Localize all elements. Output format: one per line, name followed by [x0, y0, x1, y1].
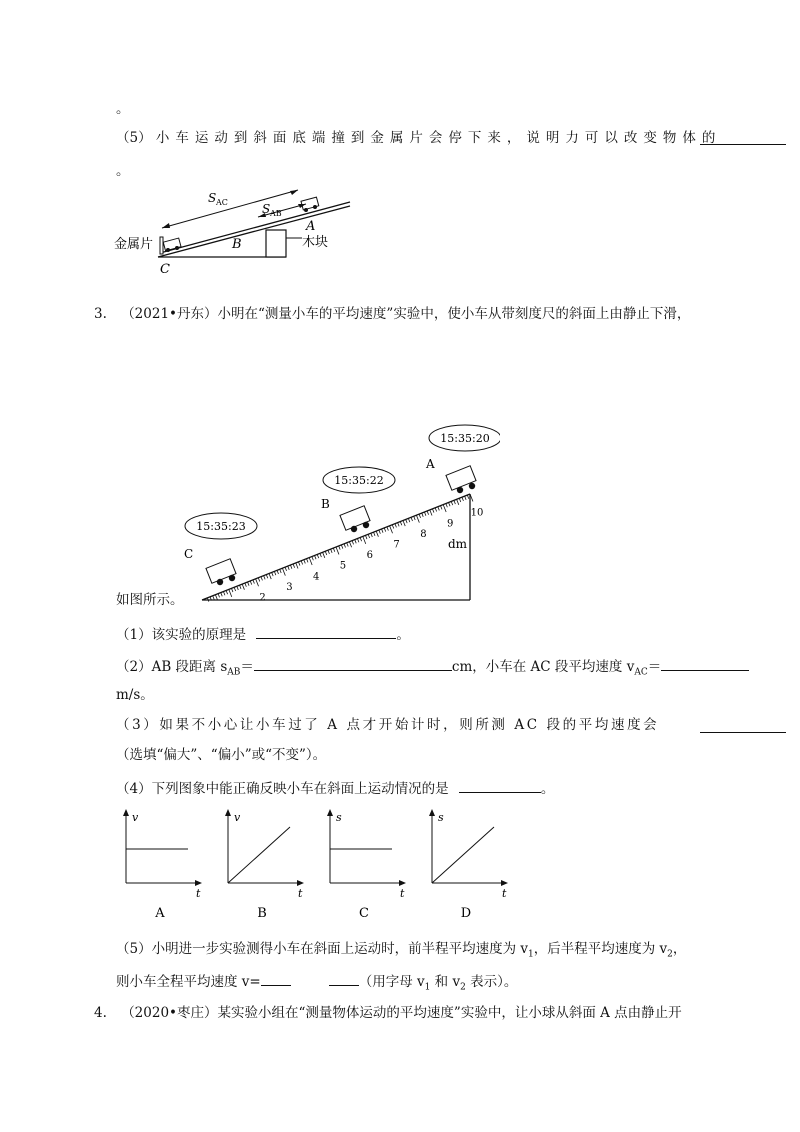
label-block: 木块 — [302, 235, 329, 250]
p5-line1 — [116, 940, 686, 964]
x-arrow — [195, 880, 202, 886]
v2-sub: 2 — [667, 949, 673, 960]
cart-a — [446, 466, 476, 493]
p5-text2: ，后半程平均速度为 v — [533, 941, 668, 957]
graph-line — [432, 827, 494, 883]
p2-sub2: AC — [634, 667, 648, 678]
q4-header — [94, 1004, 682, 1022]
p5-line2 — [116, 971, 517, 997]
y-arrow — [123, 809, 129, 816]
x-arrow — [297, 880, 304, 886]
graph-line — [228, 827, 290, 883]
x-axis-label: t — [196, 887, 201, 900]
label-a: A — [306, 219, 316, 234]
vac-answer-blank[interactable] — [661, 656, 749, 671]
metal-plate — [160, 237, 163, 254]
ruler-tick — [336, 547, 339, 554]
ruler-number: 8 — [420, 528, 427, 540]
ruler-number: 9 — [447, 518, 454, 530]
p2-mid: ＝ — [240, 659, 254, 675]
clock-b-text: 15:35:22 — [334, 474, 384, 487]
label-metal: 金属片 — [114, 237, 154, 252]
wood-block — [266, 230, 286, 257]
p4-suffix: 。 — [540, 781, 555, 797]
y-axis-label: v — [132, 811, 139, 824]
ruler-tick — [296, 563, 298, 569]
clock-c-text: 15:35:23 — [196, 520, 246, 533]
unit-label: dm — [448, 537, 468, 551]
graph-d — [429, 809, 508, 921]
p2-prefix: （2）AB 段距离 s — [116, 659, 228, 675]
x-axis-label: t — [298, 887, 303, 900]
ruler-tick — [403, 521, 405, 527]
label-sab: S — [262, 202, 271, 216]
ruler-number: 4 — [313, 571, 320, 583]
p1-suffix: 。 — [396, 627, 410, 643]
label-sac: S — [208, 191, 217, 205]
ruler-number: 7 — [393, 539, 400, 551]
p4-answer-blank[interactable] — [459, 778, 541, 793]
ruler-numbers — [259, 508, 483, 604]
label-c: C — [160, 262, 170, 277]
p3-options: （选填“偏大”、“偏小”或“不变”）。 — [116, 747, 327, 763]
ruler-number: 2 — [259, 592, 266, 604]
point-c-label: C — [184, 547, 194, 561]
p4-text: （4）下列图象中能正确反映小车在斜面上运动情况的是 — [116, 781, 449, 797]
ruler-ticks — [207, 494, 473, 602]
p1-prefix: （1）该实验的原理是 — [116, 627, 247, 643]
v1-sub-2: 1 — [424, 982, 431, 993]
graph-b — [225, 809, 304, 921]
ruler-tick — [309, 558, 312, 565]
p3-answer-blank[interactable] — [700, 718, 786, 733]
graph-option-label: B — [257, 906, 267, 921]
v-answer-blank-1[interactable] — [261, 971, 291, 986]
ruler-tick — [416, 515, 419, 522]
y-axis-label: s — [336, 811, 342, 824]
p5-line2-d: 表示）。 — [465, 974, 518, 990]
p5-line2-c: 和 v — [430, 974, 461, 990]
clock-a-text: 15:35:20 — [440, 432, 490, 445]
ruler-tick — [349, 542, 351, 548]
y-arrow — [225, 809, 231, 816]
graph-choices — [110, 805, 530, 925]
q3-intro: 小明在“测量小车的平均速度”实验中，使小车从带刻度尺的斜面上由静止下滑， — [217, 306, 691, 322]
figure-caption: 如图所示。 — [116, 592, 184, 608]
incline-ruler-figure — [180, 420, 500, 605]
label-b: B — [232, 237, 242, 252]
ruler-tick — [376, 531, 378, 537]
cart-c — [206, 559, 236, 585]
p2-eq: ＝ — [647, 659, 662, 675]
ruler-tick — [256, 579, 259, 586]
graph-option-label: A — [155, 906, 165, 921]
p3-text: （3）如果不小心让小车过了 A 点才开始计时，则所测 AC 段的平均速度会 — [116, 717, 660, 733]
ruler-tick — [457, 499, 459, 505]
graph-c — [327, 809, 406, 921]
x-arrow — [501, 880, 508, 886]
ruler-number: 3 — [286, 581, 293, 593]
ruler-tick — [430, 510, 432, 516]
point-b-label: B — [321, 497, 330, 511]
p5-line2-prefix: 则小车全程平均速度 v= — [116, 974, 261, 990]
graph-a — [123, 809, 202, 921]
ruler-tick — [443, 505, 446, 512]
y-axis-label: v — [234, 811, 241, 824]
sab-answer-blank[interactable] — [254, 656, 452, 671]
v2-sub-2: 2 — [460, 982, 466, 993]
p4-line — [116, 778, 554, 798]
q5-answer-blank[interactable] — [700, 130, 786, 145]
ruler-tick — [229, 589, 232, 596]
ruler-tick — [269, 574, 271, 580]
point-a-label: A — [426, 457, 435, 471]
y-arrow — [429, 809, 435, 816]
q3-source: （2021•丹东） — [121, 306, 218, 322]
y-axis-label: s — [438, 811, 444, 824]
ruler-tick — [363, 536, 366, 543]
label-sac-sub: AC — [216, 198, 228, 207]
q5-text: 小车运动到斜面底端撞到金属片会停下来，说明力可以改变物体的 — [155, 130, 722, 146]
incline-figure-1 — [110, 180, 360, 280]
label-sab-sub: AB — [270, 209, 282, 218]
ruler-tick — [242, 584, 244, 590]
cart-b — [340, 506, 370, 532]
x-axis-label: t — [502, 887, 507, 900]
ruler-tick — [282, 568, 285, 575]
p1-line — [116, 624, 410, 644]
ruler-number: 10 — [470, 507, 484, 519]
q3-number: 3. — [94, 306, 107, 322]
ruler-number: 6 — [366, 550, 373, 562]
p2-line — [116, 656, 749, 682]
q5-line — [116, 129, 721, 147]
q3-header — [94, 305, 690, 323]
v1-sub: 1 — [528, 949, 534, 960]
period-mark-2: 。 — [116, 163, 130, 179]
ruler-number: 5 — [339, 560, 347, 572]
p5-line2-b: （用字母 v — [358, 974, 425, 990]
graph-option-label: C — [359, 906, 369, 921]
graph-option-label: D — [460, 906, 472, 921]
q5-label: （5） — [116, 130, 152, 146]
ruler-tick — [323, 552, 325, 558]
period-mark: 。 — [116, 101, 130, 117]
v-answer-blank-2[interactable] — [329, 971, 359, 986]
p1-answer-blank[interactable] — [256, 624, 396, 639]
y-arrow — [327, 809, 333, 816]
q4-text: 某实验小组在“测量物体运动的平均速度”实验中，让小球从斜面 A 点由静止开 — [217, 1005, 682, 1021]
p2-unit2: m/s。 — [116, 687, 154, 703]
q4-number: 4. — [94, 1005, 107, 1021]
incline-line — [202, 494, 470, 600]
x-axis-label: t — [400, 887, 405, 900]
p2-unit: cm，小车在 AC 段平均速度 v — [451, 659, 635, 675]
q4-source: （2020•枣庄） — [121, 1005, 218, 1021]
p5-text3: ， — [672, 941, 687, 957]
ruler-tick — [390, 526, 393, 533]
p2-sub: AB — [227, 667, 241, 678]
p5-text1: （5）小明进一步实验测得小车在斜面上运动时，前半程平均速度为 v — [116, 941, 529, 957]
x-arrow — [399, 880, 406, 886]
